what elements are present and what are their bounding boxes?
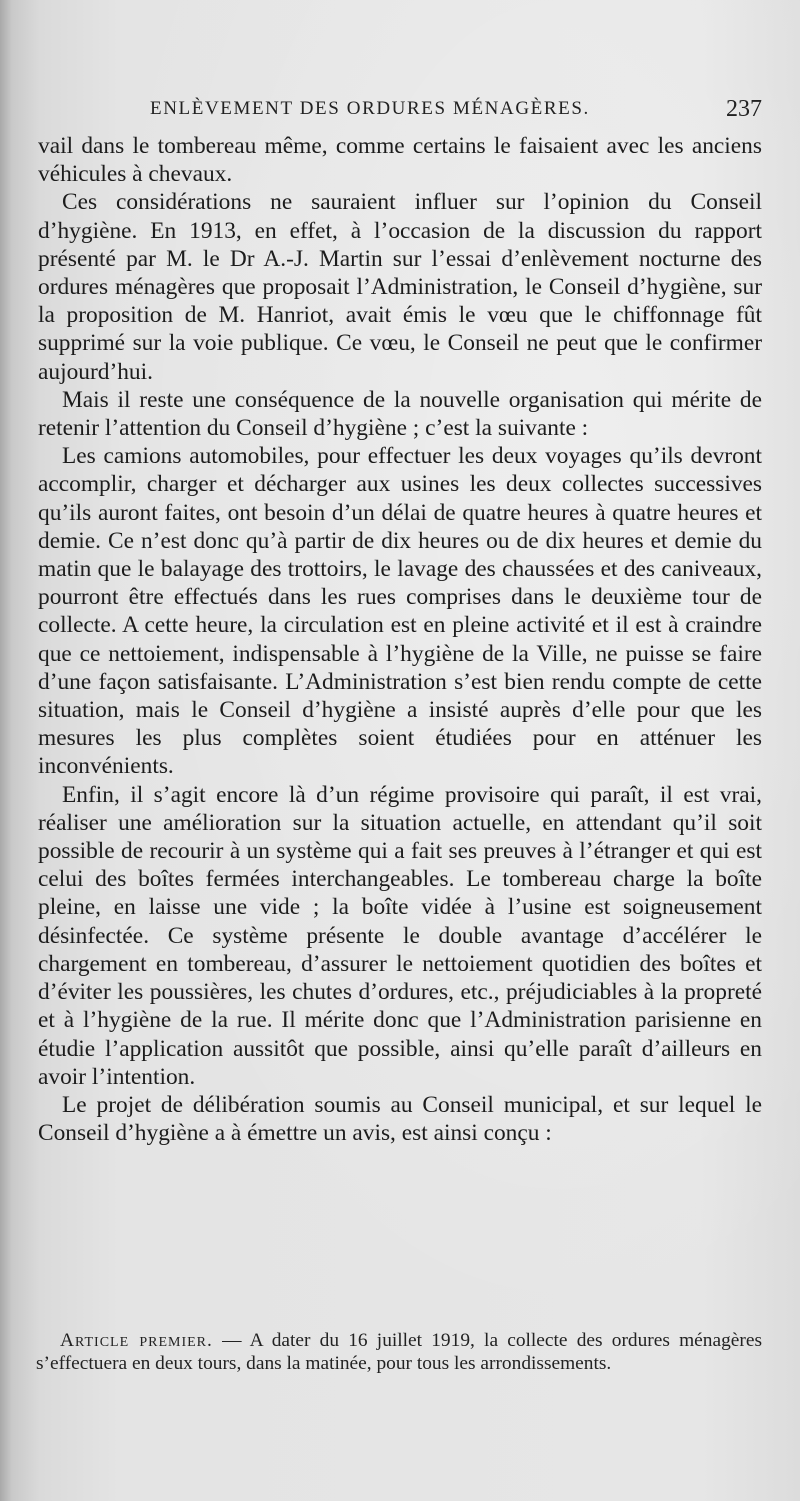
article-lead: Article premier.	[60, 1330, 213, 1351]
article-text	[36, 1330, 762, 1375]
paragraph: Ces considérations ne sauraient influer sur l’opinion du Conseil d’hygiène. En 1913, en effet, à l’occasion de la discussion du rapport présenté par M. le Dr A.-J. Martin sur l’essai d’enlèvement nocturne des ordures ménagères que proposait l’Administration, le Conseil d’hygiène, sur la proposition de M. Hanriot, avait émis le vœu que le chiffonnage fût supprimé sur la voie publique. Ce vœu, le Conseil ne peut que le confirmer aujourd’hui.	[38, 189, 762, 385]
paragraph: Les camions automobiles, pour effectuer les deux voyages qu’ils devront accomplir, charger et décharger aux usines les deux collectes successives qu’ils auront faites, ont besoin d’un délai de quatre heures à quatre heures et demie. Ce n’est donc qu’à partir de dix heures ou de dix heures et demie du matin que le balayage des trottoirs, le lavage des chaussées et des caniveaux, pourront être effectués dans les rues comprises dans le deuxième tour de collecte. A cette heure, la circulation est en pleine activité et il est à craindre que ce nettoiement, indispensable à l’hygiène de la Ville, ne puisse se faire d’une façon satisfaisante. L’Administration s’est bien rendu compte de cette situation, mais le Conseil d’hygiène a insisté auprès d’elle pour que les mesures les plus complètes soient étudiées pour en atténuer les inconvénients.	[38, 443, 762, 780]
page-number: 237	[726, 96, 762, 122]
article-body: — A dater du 16 juillet 1919, la collecte des ordures ménagères s’effectuera en deux tours, dans la matinée, pour tous les arrondissements.	[36, 1330, 762, 1374]
article-paragraph	[36, 1330, 762, 1375]
paragraph: Mais il reste une conséquence de la nouvelle organisation qui mérite de retenir l’attention du Conseil d’hygiène ; c’est la suivante :	[38, 386, 762, 442]
body-text	[38, 132, 762, 1147]
paragraph-continuation: vail dans le tombereau même, comme certains le faisaient avec les anciens véhicules à chevaux.	[38, 133, 762, 188]
paragraph: Le projet de délibération soumis au Conseil municipal, et sur lequel le Conseil d’hygiène a à émettre un avis, est ainsi conçu :	[38, 1091, 762, 1147]
running-title: ENLÈVEMENT DES ORDURES MÉNAGÈRES.	[150, 98, 590, 119]
paragraph: Enfin, il s’agit encore là d’un régime provisoire qui paraît, il est vrai, réaliser une amélioration sur la situation actuelle, en attendant qu’il soit possible de recourir à un système qui a fait ses preuves à l’étranger et qui est celui des boîtes fermées interchangeables. Le tombereau charge la boîte pleine, en laisse une vide ; la boîte vidée à l’usine est soigneusement désinfectée. Ce système présente le double avantage d’accélérer le chargement en tombereau, d’assurer le nettoiement quotidien des boîtes et d’éviter les poussières, les chutes d’ordures, etc., préjudiciables à la propreté et à l’hygiène de la rue. Il mérite donc que l’Administration parisienne en étudie l’application aussitôt que possible, ainsi qu’elle paraît d’ailleurs en avoir l’intention.	[38, 781, 762, 1090]
running-head	[150, 96, 762, 126]
